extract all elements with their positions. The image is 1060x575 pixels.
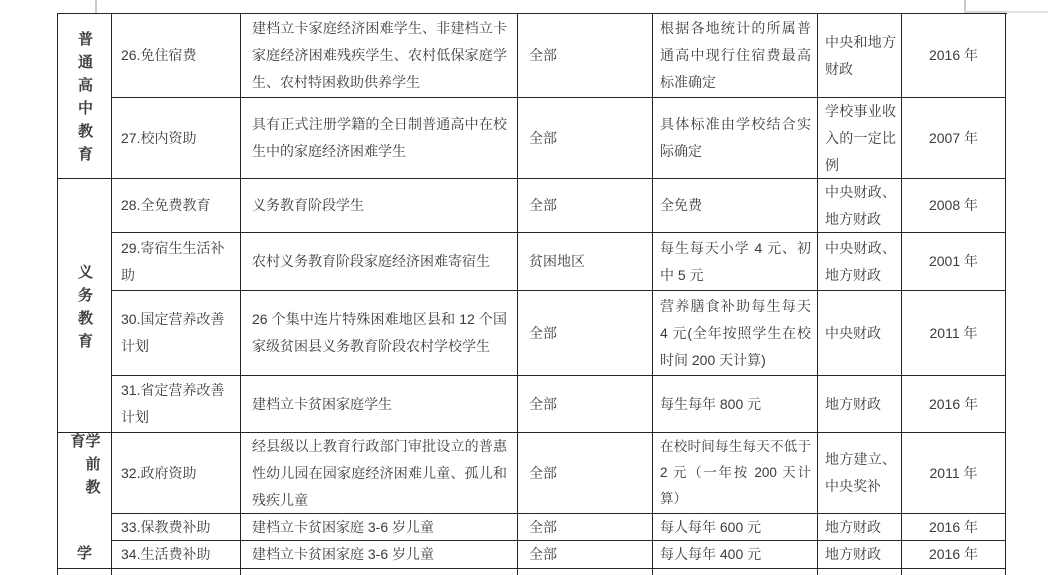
standard-cell-31: 每生每年 800 元: [653, 376, 818, 433]
eligible-cell-27: 具有正式注册学籍的全日制普通高中在校生中的家庭经济困难学生: [241, 98, 518, 179]
scope-cell-29: 贫困地区: [518, 233, 653, 291]
funding-cell-27: 学校事业收入的一定比例: [818, 98, 902, 179]
eligible-cell-32: 经县级以上教育行政部门审批设立的普惠性幼儿园在园家庭经济困难儿童、孤儿和残疾儿童: [241, 433, 518, 514]
crop-artifact-bottom: [57, 569, 58, 575]
year-cell-28: 2008 年: [902, 179, 1006, 233]
funding-cell-34: 地方财政: [818, 541, 902, 569]
eligible-cell-34: 建档立卡贫困家庭 3-6 岁儿童: [241, 541, 518, 569]
scope-cell-27: 全部: [518, 98, 653, 179]
eligible-cell-33: 建档立卡贫困家庭 3-6 岁儿童: [241, 514, 518, 541]
item-cell-28: 28.全免费教育: [112, 179, 241, 233]
scope-cell-28: 全部: [518, 179, 653, 233]
crop-artifact-bottom: [111, 569, 112, 575]
item-cell-32: 32.政府资助: [112, 433, 241, 514]
standard-cell-26: 根据各地统计的所属普通高中现行住宿费最高标准确定: [653, 14, 818, 98]
crop-artifact-bottom: [817, 569, 818, 575]
item-cell-31: 31.省定营养改善计划: [112, 376, 241, 433]
scope-cell-26: 全部: [518, 14, 653, 98]
student-aid-policy-table: [57, 13, 1007, 569]
item-cell-30: 30.国定营养改善计划: [112, 291, 241, 376]
item-cell-34: 34.生活费补助: [112, 541, 241, 569]
year-cell-33: 2016 年: [902, 514, 1006, 541]
category-label: 义务教育: [76, 263, 93, 356]
crop-artifact-bottom: [517, 569, 518, 575]
funding-cell-31: 地方财政: [818, 376, 902, 433]
crop-artifact-bottom: [652, 569, 653, 575]
category-cell-general-high-school: [58, 14, 112, 179]
standard-cell-32: 在校时间每生每天不低于 2 元（一年按 200 天计算）: [653, 433, 818, 514]
item-cell-27: 27.校内资助: [112, 98, 241, 179]
crop-artifact-bottom: [1005, 569, 1006, 575]
year-cell-30: 2011 年: [902, 291, 1006, 376]
item-cell-26: 26.免住宿费: [112, 14, 241, 98]
standard-cell-30: 营养膳食补助每生每天 4 元(全年按照学生在校时间 200 天计算): [653, 291, 818, 376]
year-cell-29: 2001 年: [902, 233, 1006, 291]
eligible-cell-28: 义务教育阶段学生: [241, 179, 518, 233]
eligible-cell-31: 建档立卡贫困家庭学生: [241, 376, 518, 433]
scope-cell-32: 全部: [518, 433, 653, 514]
eligible-cell-30: 26 个集中连片特殊困难地区县和 12 个国家级贫困县义务教育阶段农村学校学生: [241, 291, 518, 376]
standard-cell-33: 每人每年 600 元: [653, 514, 818, 541]
eligible-cell-29: 农村义务教育阶段家庭经济困难寄宿生: [241, 233, 518, 291]
item-cell-29: 29.寄宿生生活补助: [112, 233, 241, 291]
funding-cell-30: 中央财政: [818, 291, 902, 376]
scope-cell-30: 全部: [518, 291, 653, 376]
crop-artifact-top-line-2: [1006, 11, 1048, 13]
standard-cell-29: 每生每天小学 4 元、初中 5 元: [653, 233, 818, 291]
year-cell-34: 2016 年: [902, 541, 1006, 569]
scope-cell-34: 全部: [518, 541, 653, 569]
eligible-cell-26: 建档立卡家庭经济困难学生、非建档立卡家庭经济困难残疾学生、农村低保家庭学生、农村特困救助供养学生: [241, 14, 518, 98]
item-cell-33: 33.保教费补助: [112, 514, 241, 541]
category-label-partial: 学: [76, 544, 92, 562]
category-cell-compulsory-education: [58, 179, 112, 433]
standard-cell-34: 每人每年 400 元: [653, 541, 818, 569]
funding-cell-32: 地方建立、中央奖补: [818, 433, 902, 514]
crop-artifact-top-left: [95, 0, 97, 13]
category-cell-preschool-education: [58, 433, 112, 569]
crop-artifact-bottom: [240, 569, 241, 575]
standard-cell-28: 全免费: [653, 179, 818, 233]
year-cell-27: 2007 年: [902, 98, 1006, 179]
category-label: 普通高中教育: [76, 31, 93, 169]
year-cell-32: 2011 年: [902, 433, 1006, 514]
funding-cell-26: 中央和地方财政: [818, 14, 902, 98]
year-cell-26: 2016 年: [902, 14, 1006, 98]
year-cell-31: 2016 年: [902, 376, 1006, 433]
funding-cell-33: 地方财政: [818, 514, 902, 541]
standard-cell-27: 具体标准由学校结合实际确定: [653, 98, 818, 179]
crop-artifact-bottom: [901, 569, 902, 575]
funding-cell-29: 中央财政、地方财政: [818, 233, 902, 291]
category-label: 学前教育: [68, 433, 101, 502]
funding-cell-28: 中央财政、地方财政: [818, 179, 902, 233]
scope-cell-31: 全部: [518, 376, 653, 433]
scope-cell-33: 全部: [518, 514, 653, 541]
